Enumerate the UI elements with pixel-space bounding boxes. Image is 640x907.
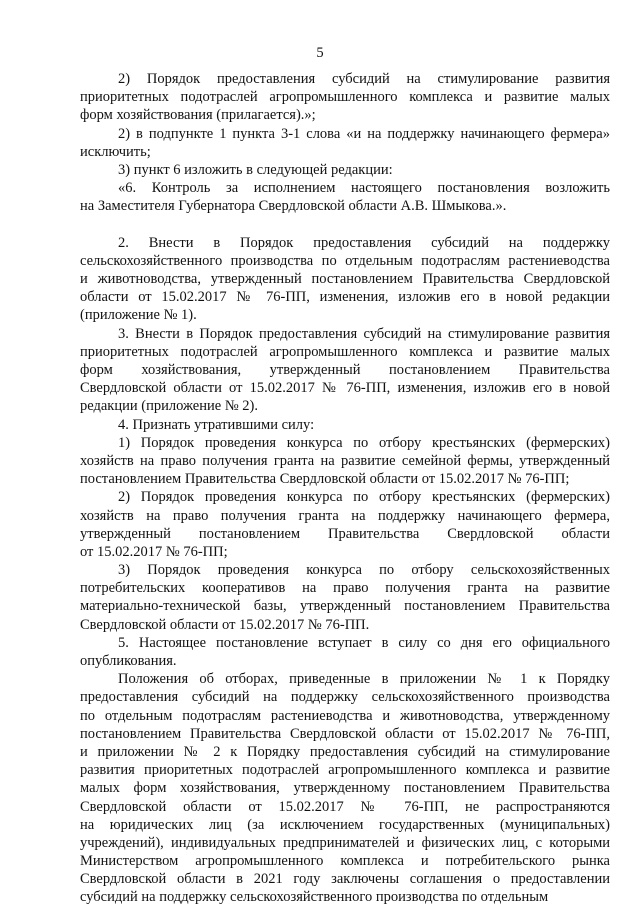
text-line: и животноводства, утвержденный постановлением Правительства Свердловской <box>80 271 610 288</box>
text-line: 3) пункт 6 изложить в следующей редакции: <box>118 161 393 178</box>
text-line: учреждений), индивидуальных предпринимателей и физических лиц, с которыми <box>80 834 610 851</box>
text-line: опубликования. <box>80 653 177 669</box>
text-line: Министерством агропромышленного комплекса и потребительского рынка <box>80 853 610 870</box>
text-line: 2. Внести в Порядок предоставления субсидий на поддержку <box>118 234 610 251</box>
paragraph <box>80 434 610 489</box>
paragraph <box>80 634 610 670</box>
document-body <box>80 70 610 907</box>
text-line: 2) в подпункте 1 пункта 3-1 слова «и на поддержку начинающего фермера» <box>118 125 610 142</box>
page-number: 5 <box>316 45 324 61</box>
text-line: хозяйств на право получения гранта на развитие семейной фермы, утвержденный <box>80 452 610 469</box>
text-line: Свердловской области в 2021 году заключены соглашения о предоставлении <box>80 871 610 888</box>
text-line: сельскохозяйственного производства по отдельным подотраслям растениеводства <box>80 252 610 269</box>
paragraph <box>80 670 610 906</box>
text-line: 1) Порядок проведения конкурса по отбору крестьянских (фермерских) <box>118 434 610 451</box>
text-line: приоритетных подотраслей агропромышленного комплекса и развитие малых <box>80 89 610 106</box>
text-line: приоритетных подотраслей агропромышленного комплекса и развитие малых <box>80 343 610 360</box>
text-line: области от 15.02.2017 № 76-ПП, изменения, изложив его в новой редакции <box>80 289 610 306</box>
text-line: Свердловской области от 15.02.2017 № 76-ПП. <box>80 616 370 633</box>
text-line: постановлением Правительства Свердловской области от 15.02.2017 № 76-ПП; <box>80 471 570 488</box>
text-line: предоставления субсидий на поддержку сельскохозяйственного производства <box>80 689 610 706</box>
text-line: утвержденный постановлением Правительства Свердловской области <box>80 525 610 542</box>
text-line: хозяйств на право получения гранта на поддержку начинающего фермера, <box>80 507 610 524</box>
text-line: от 15.02.2017 № 76-ПП; <box>80 543 228 560</box>
paragraph <box>80 416 610 434</box>
text-line: развития приоритетных подотраслей агропромышленного комплекса и развитие <box>80 762 610 779</box>
text-line: постановлением Правительства Свердловской области от 15.02.2017 № 76-ПП, <box>80 725 610 742</box>
text-line: 2) Порядок предоставления субсидий на стимулирование развития <box>118 71 610 87</box>
text-line: потребительских кооперативов на право получения гранта на развитие <box>80 580 610 597</box>
paragraph <box>80 125 610 161</box>
text-line: редакции (приложение № 2). <box>80 398 258 415</box>
text-line: форм хозяйствования, утвержденный постановлением Правительства <box>80 362 610 378</box>
text-line: по отдельным подотраслям растениеводства и животноводства, утвержденному <box>80 707 610 724</box>
text-line: субсидий на поддержку сельскохозяйственного производства по отдельным <box>80 889 549 906</box>
text-line: малых форм хозяйствования, утвержденному постановлением Правительства <box>80 780 610 797</box>
text-line: Свердловской области от 15.02.2017 № 76-ПП, изменения, изложив его в новой <box>80 380 610 397</box>
text-line: на юридических лиц (за исключением государственных (муниципальных) <box>80 816 610 833</box>
text-line: Свердловской области от 15.02.2017 № 76-ПП, не распространяются <box>80 798 610 815</box>
text-line: 3. Внести в Порядок предоставления субсидий на стимулирование развития <box>118 325 610 342</box>
paragraph <box>80 70 610 125</box>
text-line: форм хозяйствования (прилагается).»; <box>80 107 316 124</box>
paragraph <box>80 325 610 416</box>
paragraph <box>80 561 610 634</box>
text-line: исключить; <box>80 143 151 160</box>
text-line: и приложении № 2 к Порядку предоставления субсидий на стимулирование <box>80 743 610 760</box>
text-line: Положения об отборах, приведенные в приложении № 1 к Порядку <box>118 671 610 688</box>
text-line: 4. Признать утратившими силу: <box>118 416 315 433</box>
text-line: «6. Контроль за исполнением настоящего постановления возложить <box>118 180 610 197</box>
paragraph <box>80 179 610 234</box>
text-line <box>80 216 610 234</box>
text-line: 3) Порядок проведения конкурса по отбору сельскохозяйственных <box>118 562 610 579</box>
text-line: 2) Порядок проведения конкурса по отбору крестьянских (фермерских) <box>118 489 610 506</box>
text-line: на Заместителя Губернатора Свердловской области А.В. Шмыкова.». <box>80 198 507 215</box>
text-line: (приложение № 1). <box>80 307 197 324</box>
paragraph <box>80 234 610 325</box>
text-line: материально-технической базы, утвержденный постановлением Правительства <box>80 598 610 615</box>
text-line: 5. Настоящее постановление вступает в силу со дня его официального <box>118 634 610 651</box>
paragraph <box>80 161 610 179</box>
paragraph <box>80 488 610 561</box>
